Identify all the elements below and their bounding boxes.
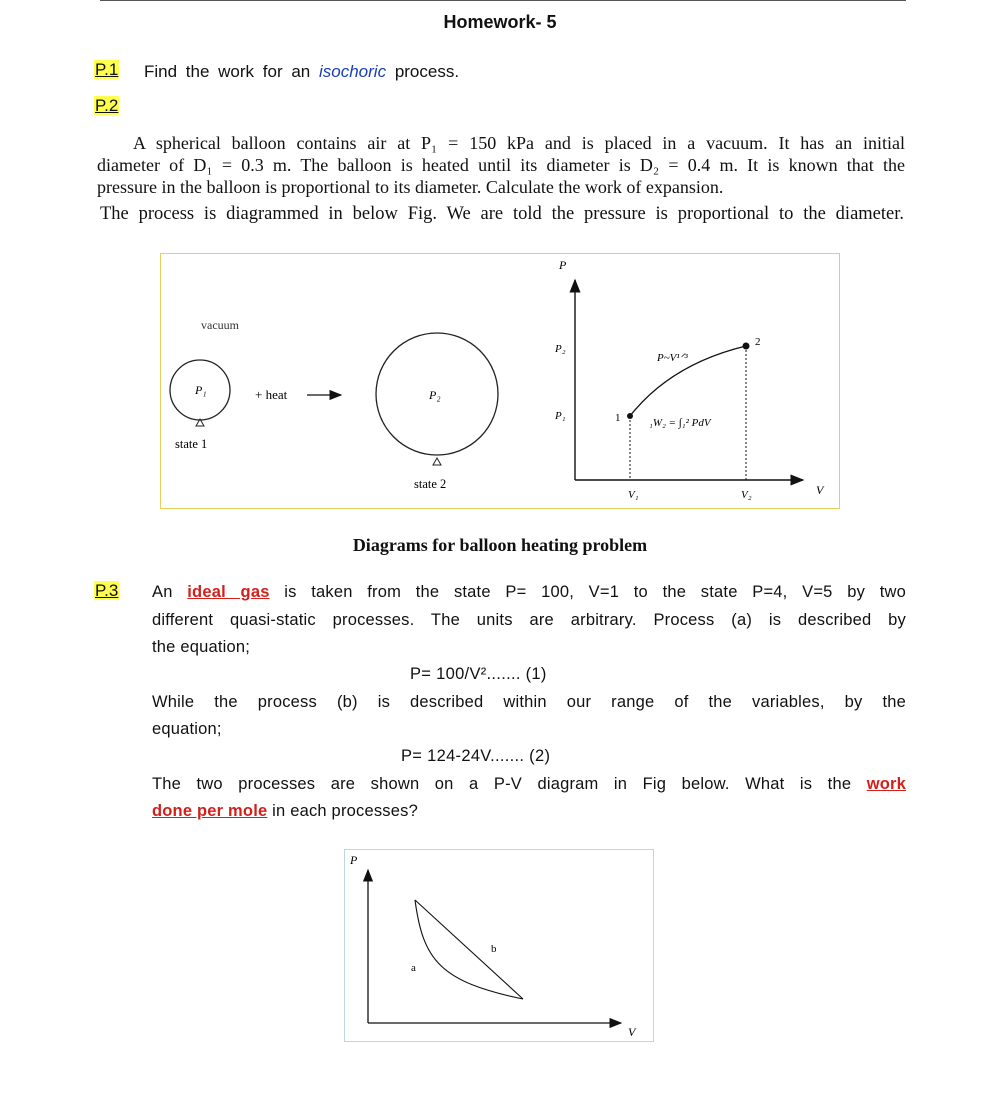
pv-v-axis-label: V <box>628 1025 636 1039</box>
state-2-point <box>743 343 750 350</box>
label-b: b <box>491 943 497 955</box>
problem-3-line-6-pre: The two processes are shown on a P-V diagram in Fig below. What is the <box>152 775 852 793</box>
label-a: a <box>411 962 416 974</box>
ideal-gas-link: ideal gas <box>187 583 270 601</box>
balloon-figure-svg <box>161 254 838 507</box>
work-integral-label: ₁W₂ = ∫₁² PdV <box>649 417 711 429</box>
problem-3-line-7-post: in each processes? <box>272 802 418 820</box>
state-1-label: state 1 <box>175 437 208 451</box>
pv-diagram-svg <box>345 850 653 1041</box>
problem-2-label: P.2 <box>95 96 119 115</box>
problem-3-line-1-pre: An <box>152 583 173 601</box>
balloon-1-pressure: P₁ <box>195 383 207 397</box>
problem-3-line-6 <box>152 775 906 794</box>
process-b-line <box>415 900 523 999</box>
problem-2-line-2: diameter of D₁ = 0.3 m. The balloon is heated until its diameter is D₂ = 0.4 m. It is known that the <box>97 155 905 175</box>
valve-2-icon <box>433 458 441 465</box>
tick-v2: V₂ <box>741 489 752 501</box>
problem-3-label: P.3 <box>95 581 119 600</box>
problem-2-extra: The process is diagrammed in below Fig. We are told the pressure is proportional to the diameter. <box>100 204 904 224</box>
balloon-2-pressure: P₂ <box>429 388 441 402</box>
problem-2-line-1: A spherical balloon contains air at P₁ = 150 kPa and is placed in a vacuum. It has an initial <box>133 133 905 153</box>
problem-2-text <box>97 132 905 198</box>
problem-3-line-5: equation; <box>152 720 222 738</box>
problem-1-post: process. <box>394 62 460 81</box>
problem-1-label: P.1 <box>95 60 119 79</box>
problem-1-highlight: isochoric <box>318 62 387 81</box>
done-per-mole-link: done per mole <box>152 802 268 820</box>
balloon-figure <box>160 253 840 509</box>
problem-3-line-7 <box>152 802 906 821</box>
problem-2-label-wrap <box>94 96 119 116</box>
v-axis-label: V <box>816 483 824 497</box>
problem-1-text <box>144 62 459 82</box>
problem-2-line-3: pressure in the balloon is proportional to its diameter. Calculate the work of expansion. <box>97 177 724 197</box>
problem-1-pre: Find the work for an <box>144 62 311 81</box>
heat-label: + heat <box>255 387 288 402</box>
curve-label: P~V¹ᐟ³ <box>657 352 688 364</box>
pv-p-axis-label: P <box>350 853 358 867</box>
problem-3-line-2: different quasi-static processes. The units are arbitrary. Process (a) is described by <box>152 611 906 629</box>
top-rule <box>100 0 906 1</box>
problem-3-line-3: the equation; <box>152 638 251 656</box>
equation-2: P= 124-24V....... (2) <box>401 747 551 765</box>
problem-3-label-wrap <box>94 581 119 601</box>
problem-3-line-1 <box>152 583 906 602</box>
figure-caption: Diagrams for balloon heating problem <box>352 535 648 555</box>
problem-3-line-4: While the process (b) is described within our range of the variables, by the <box>152 693 906 711</box>
point-2-label: 2 <box>755 336 761 348</box>
point-1-label: 1 <box>615 412 621 424</box>
tick-v1: V₁ <box>628 489 639 501</box>
problem-3-line-1-post: is taken from the state P= 100, V=1 to the state P=4, V=5 by two <box>284 583 906 601</box>
page-title: Homework- 5 <box>443 12 557 32</box>
process-curve <box>630 346 746 416</box>
p-axis-label: P <box>559 258 567 272</box>
vacuum-label: vacuum <box>201 318 239 332</box>
problem-1-label-wrap <box>94 60 119 80</box>
tick-p2: P₂ <box>555 343 566 355</box>
tick-p1: P₁ <box>555 410 566 422</box>
equation-1: P= 100/V²....... (1) <box>410 665 547 683</box>
pv-diagram-figure <box>344 849 654 1042</box>
state-2-label: state 2 <box>414 477 447 491</box>
state-1-point <box>627 413 633 419</box>
work-link: work <box>866 775 906 793</box>
